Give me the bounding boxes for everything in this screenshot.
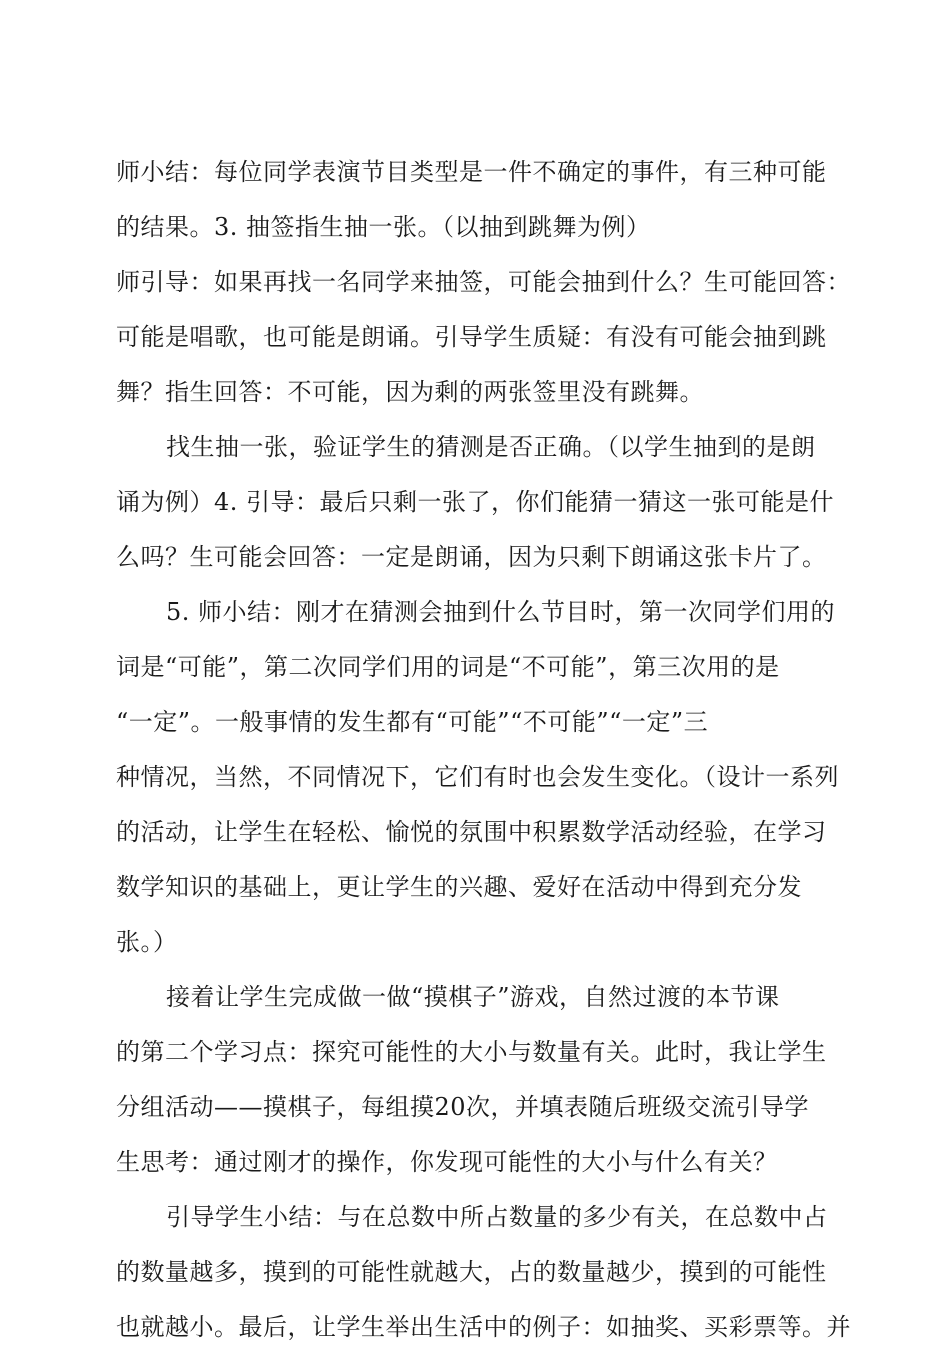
text-line: “一定”。一般事情的发生都有“可能”“不可能”“一定”三 (116, 708, 709, 736)
text-line: 的活动，让学生在轻松、愉悦的氛围中积累数学活动经验，在学习 (116, 818, 827, 846)
text-line: 可能是唱歌，也可能是朗诵。引导学生质疑：有没有可能会抽到跳 (116, 323, 827, 351)
text-line: 诵为例）4. 引导：最后只剩一张了，你们能猜一猜这一张可能是什 (116, 488, 835, 516)
text-line: 词是“可能”，第二次同学们用的词是“不可能”，第三次用的是 (116, 653, 780, 681)
text-line: 的第二个学习点：探究可能性的大小与数量有关。此时，我让学生 (116, 1038, 827, 1066)
text-line: 种情况，当然，不同情况下，它们有时也会发生变化。（设计一系列 (116, 763, 839, 791)
body-text (116, 152, 851, 1362)
text-line: 5. 师小结：刚才在猜测会抽到什么节目时，第一次同学们用的 (166, 598, 836, 626)
text-line: 的数量越多，摸到的可能性就越大，占的数量越少，摸到的可能性 (116, 1258, 827, 1286)
text-line: 的结果。3. 抽签指生抽一张。（以抽到跳舞为例） (116, 213, 651, 241)
text-line: 师引导：如果再找一名同学来抽签，可能会抽到什么？生可能回答： (116, 268, 851, 296)
text-line: 师小结：每位同学表演节目类型是一件不确定的事件，有三种可能 (116, 158, 827, 186)
text-line: 数学知识的基础上，更让学生的兴趣、爱好在活动中得到充分发 (116, 873, 802, 901)
text-line: 么吗？生可能会回答：一定是朗诵，因为只剩下朗诵这张卡片了。 (116, 543, 827, 571)
text-line: 找生抽一张，验证学生的猜测是否正确。（以学生抽到的是朗 (166, 433, 816, 461)
text-line: 也就越小。最后，让学生举出生活中的例子：如抽奖、买彩票等。并 (116, 1313, 851, 1341)
text-line: 舞？指生回答：不可能，因为剩的两张签里没有跳舞。 (116, 378, 704, 406)
text-line: 接着让学生完成做一做“摸棋子”游戏，自然过渡的本节课 (166, 983, 780, 1011)
text-line: 生思考：通过刚才的操作，你发现可能性的大小与什么有关？ (116, 1148, 778, 1176)
text-line: 张。） (116, 928, 178, 956)
text-line: 分组活动——摸棋子，每组摸20次，并填表随后班级交流引导学 (116, 1093, 810, 1121)
text-line: 引导学生小结：与在总数中所占数量的多少有关，在总数中占 (166, 1203, 828, 1231)
